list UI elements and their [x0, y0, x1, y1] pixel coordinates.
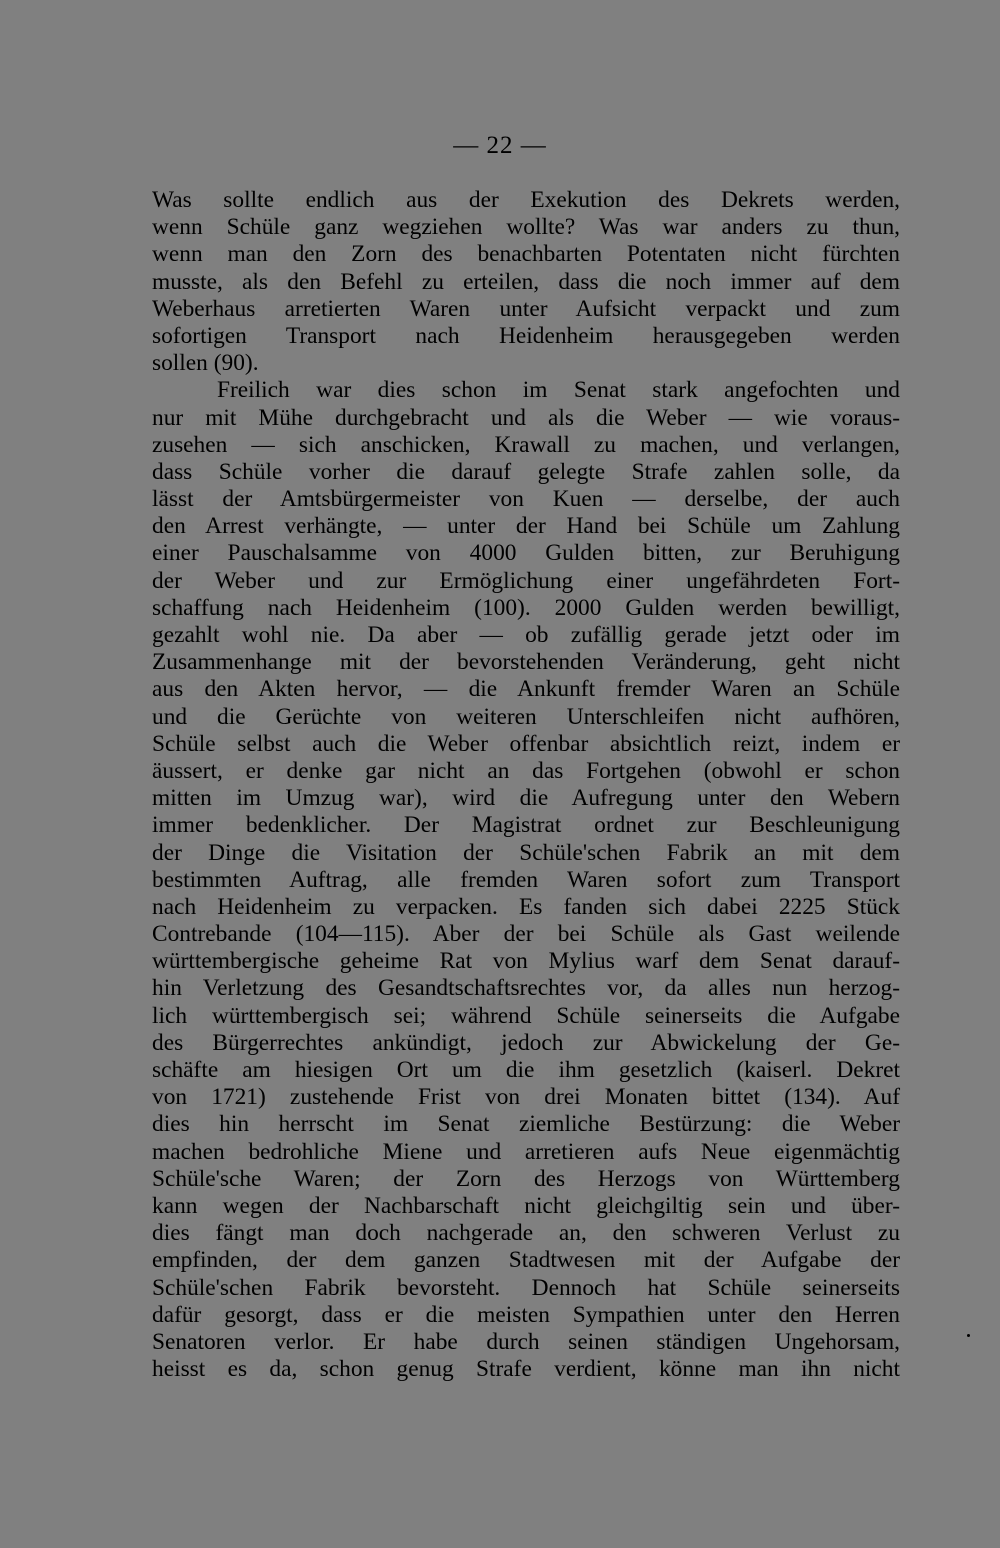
text-line: nach Heidenheim zu verpacken. Es fanden sich dabei 2225 Stück — [152, 893, 900, 920]
text-line: lich württembergisch sei; während Schüle seinerseits die Aufgabe — [152, 1002, 900, 1029]
text-line: sofortigen Transport nach Heidenheim herausgegeben werden — [152, 322, 900, 349]
text-line: nur mit Mühe durchgebracht und als die Weber — wie voraus- — [152, 404, 900, 431]
page-number: — 22 — — [453, 132, 547, 159]
text-line: schäfte am hiesigen Ort um die ihm gesetzlich (kaiserl. Dekret — [152, 1057, 900, 1083]
text-line: Contrebande (104—115). Aber der bei Schüle als Gast weilende — [152, 921, 900, 948]
text-line: immer bedenklicher. Der Magistrat ordnet zur Beschleunigung — [152, 812, 900, 839]
text-line: dass Schüle vorher die darauf gelegte Strafe zahlen solle, da — [152, 458, 900, 485]
text-line: Weberhaus arretierten Waren unter Aufsicht verpackt und zum — [152, 295, 900, 322]
text-line: Zusammenhange mit der bevorstehenden Veränderung, geht nicht — [152, 649, 900, 676]
text-line: machen bedrohliche Miene und arretieren aufs Neue eigenmächtig — [152, 1138, 900, 1165]
text-line: den Arrest verhängte, — unter der Hand bei Schüle um Zahlung — [152, 513, 900, 540]
text-line: musste, als den Befehl zu erteilen, dass die noch immer auf dem — [152, 268, 900, 295]
text-line: Schüle selbst auch die Weber offenbar absichtlich reizt, indem er — [152, 730, 900, 757]
text-line: mitten im Umzug war), wird die Aufregung unter den Webern — [152, 785, 900, 812]
text-line: schaffung nach Heidenheim (100). 2000 Gulden werden bewilligt, — [152, 594, 900, 621]
text-line: bestimmten Auftrag, alle fremden Waren sofort zum Transport — [152, 866, 900, 893]
text-line: Senatoren verlor. Er habe durch seinen ständigen Ungehorsam, — [152, 1328, 900, 1355]
text-line: einer Pauschalsamme von 4000 Gulden bitten, zur Beruhigung — [152, 540, 900, 567]
text-line: zusehen — sich anschicken, Krawall zu machen, und verlangen, — [152, 431, 900, 458]
text-line: aus den Akten hervor, — die Ankunft fremder Waren an Schüle — [152, 676, 900, 703]
text-line: kann wegen der Nachbarschaft nicht gleichgiltig sein und über- — [152, 1192, 900, 1219]
text-line: Schüle'sche Waren; der Zorn des Herzogs von Württemberg — [152, 1165, 900, 1192]
text-line: hin Verletzung des Gesandtschaftsrechtes vor, da alles nun herzog- — [152, 975, 900, 1002]
body-text — [152, 187, 900, 1383]
text-line: heisst es da, schon genug Strafe verdient, könne man ihn nicht — [152, 1356, 900, 1383]
scan-speck — [967, 1334, 970, 1337]
text-line: äussert, er denke gar nicht an das Fortgehen (obwohl er schon — [152, 757, 900, 784]
text-line: Schüle'schen Fabrik bevorsteht. Dennoch hat Schüle seinerseits — [152, 1274, 900, 1301]
text-line: dafür gesorgt, dass er die meisten Sympathien unter den Herren — [152, 1301, 900, 1328]
text-line: dies fängt man doch nachgerade an, den schweren Verlust zu — [152, 1220, 900, 1247]
text-line: und die Gerüchte von weiteren Unterschleifen nicht aufhören, — [152, 703, 900, 730]
text-line: von 1721) zustehende Frist von drei Monaten bittet (134). Auf — [152, 1084, 900, 1111]
text-line: empfinden, der dem ganzen Stadtwesen mit der Aufgabe der — [152, 1247, 900, 1274]
text-line: Was sollte endlich aus der Exekution des Dekrets werden, — [152, 187, 900, 213]
text-line: der Dinge die Visitation der Schüle'schen Fabrik an mit dem — [152, 839, 900, 866]
text-line: der Weber und zur Ermöglichung einer ungefährdeten Fort- — [152, 567, 900, 594]
text-line: des Bürgerrechtes ankündigt, jedoch zur Abwickelung der Ge- — [152, 1029, 900, 1056]
text-line: württembergische geheime Rat von Mylius warf dem Senat darauf- — [152, 948, 900, 975]
text-line: lässt der Amtsbürgermeister von Kuen — derselbe, der auch — [152, 486, 900, 513]
text-line: Freilich war dies schon im Senat stark angefochten und — [217, 377, 900, 404]
text-line: gezahlt wohl nie. Da aber — ob zufällig gerade jetzt oder im — [152, 622, 900, 648]
text-line: wenn Schüle ganz wegziehen wollte? Was war anders zu thun, — [152, 214, 900, 241]
text-line: wenn man den Zorn des benachbarten Potentaten nicht fürchten — [152, 241, 900, 268]
text-line: sollen (90). — [152, 350, 259, 377]
text-line: dies hin herrscht im Senat ziemliche Bestürzung: die Weber — [152, 1111, 900, 1138]
